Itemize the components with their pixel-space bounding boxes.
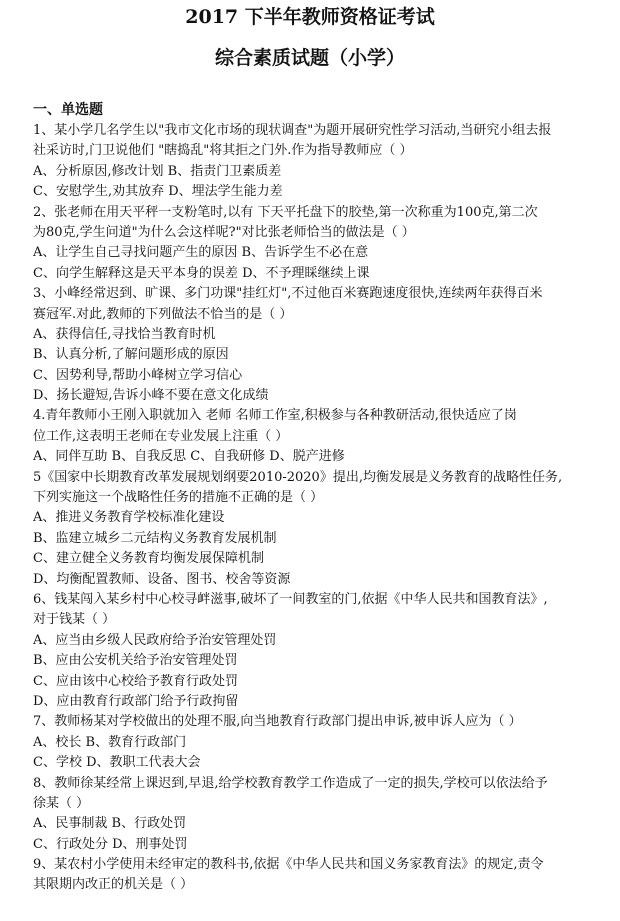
text-line: A、分析原因,修改计划 B、指责门卫素质差 — [33, 163, 282, 179]
text-line: B、应由公安机关给予治安管理处罚 — [33, 653, 238, 669]
text-line: 其限期内改正的机关是（ ） — [33, 877, 194, 893]
text-line: D、应由教育行政部门给予行政拘留 — [33, 693, 239, 709]
text-line: B、监建立城乡二元结构义务教育发展机制 — [33, 530, 277, 546]
question-body — [33, 121, 593, 896]
text-line: C、应由该中心校给予教育行政处罚 — [33, 673, 238, 689]
section-heading: 一、单选题 — [33, 102, 103, 118]
text-line: A、推进义务教育学校标准化建设 — [33, 510, 225, 526]
text-line: 8、教师徐某经常上课迟到,早退,给学校教育教学工作造成了一定的损失,学校可以依法给予 — [33, 775, 548, 791]
text-line: 4.青年教师小王刚入职就加入 老师 名师工作室,积极参与各种教研活动,很快适应了岗 — [33, 408, 517, 424]
text-line: A、校长 B、教育行政部门 — [33, 734, 187, 750]
text-line: 下列实施这一个战略性任务的措施不正确的是（ ） — [33, 490, 324, 506]
text-line: D、均衡配置教师、设备、图书、校舍等资源 — [33, 571, 291, 587]
text-line: A、民事制裁 B、行政处罚 — [33, 816, 187, 832]
text-line: 7、教师杨某对学校做出的处理不服,向当地教育行政部门提出申诉,被申诉人应为（ ） — [33, 714, 522, 730]
text-line: C、因势利导,帮助小峰树立学习信心 — [33, 367, 243, 383]
text-line: 位工作,这表明王老师在专业发展上注重（ ） — [33, 428, 289, 444]
text-line: C、建立健全义务教育均衡发展保障机制 — [33, 551, 264, 567]
text-line: 赛冠军.对此,教师的下列做法不恰当的是（ ） — [33, 306, 293, 322]
text-line: A、应当由乡级人民政府给予治安管理处罚 — [33, 632, 277, 648]
text-line: 3、小峰经常迟到、旷课、多门功课"挂红灯",不过他百米赛跑速度很快,连续两年获得百米 — [33, 286, 543, 302]
text-line: C、行政处分 D、刑事处罚 — [33, 836, 188, 852]
text-line: B、认真分析,了解问题形成的原因 — [33, 347, 229, 363]
exam-title: 2017 下半年教师资格证考试 — [185, 6, 435, 28]
text-line: A、让学生自己寻找问题产生的原因 B、告诉学生不必在意 — [33, 245, 369, 261]
text-line: 2、张老师在用天平秤一支粉笔时,以有 下天平托盘下的胶垫,第一次称重为100克,第二次 — [33, 204, 538, 220]
text-line: 徐某（ ） — [33, 795, 90, 811]
text-line: C、向学生解释这是天平本身的误差 D、不予理睬继续上课 — [33, 265, 370, 281]
text-line: 6、钱某闯入某乡村中心校寻衅滋事,破坏了一间教室的门,依据《中华人民共和国教育法》, — [33, 591, 548, 607]
text-line: A、获得信任,寻找恰当教育时机 — [33, 326, 216, 342]
text-line: 为80克,学生问道"为什么会这样呢?"对比张老师恰当的做法是（ ） — [33, 224, 415, 240]
text-line: D、扬长避短,告诉小峰不要在意文化成绩 — [33, 388, 269, 404]
text-line: 对于钱某（ ） — [33, 612, 116, 628]
text-line: A、同伴互助 B、自我反思 C、自我研修 D、脱产进修 — [33, 449, 345, 465]
text-line: 5《国家中长期教育改革发展规划纲要2010-2020》提出,均衡发展是义务教育的战略性任务, — [33, 469, 563, 485]
text-line: 9、某农村小学使用未经审定的教科书,依据《中华人民共和国义务家教育法》的规定,责令 — [33, 857, 544, 873]
text-line: C、安慰学生,劝其放弃 D、埋法学生能力差 — [33, 184, 283, 200]
text-line: 社采访时,门卫说他们 "瞎捣乱"将其拒之门外.作为指导教师应（ ） — [33, 143, 413, 159]
exam-subtitle: 综合素质试题（小学） — [214, 47, 405, 69]
text-line: 1、某小学几名学生以"我市文化市场的现状调查"为题开展研究性学习活动,当研究小组去报 — [33, 123, 552, 138]
text-line: C、学校 D、教职工代表大会 — [33, 755, 201, 771]
